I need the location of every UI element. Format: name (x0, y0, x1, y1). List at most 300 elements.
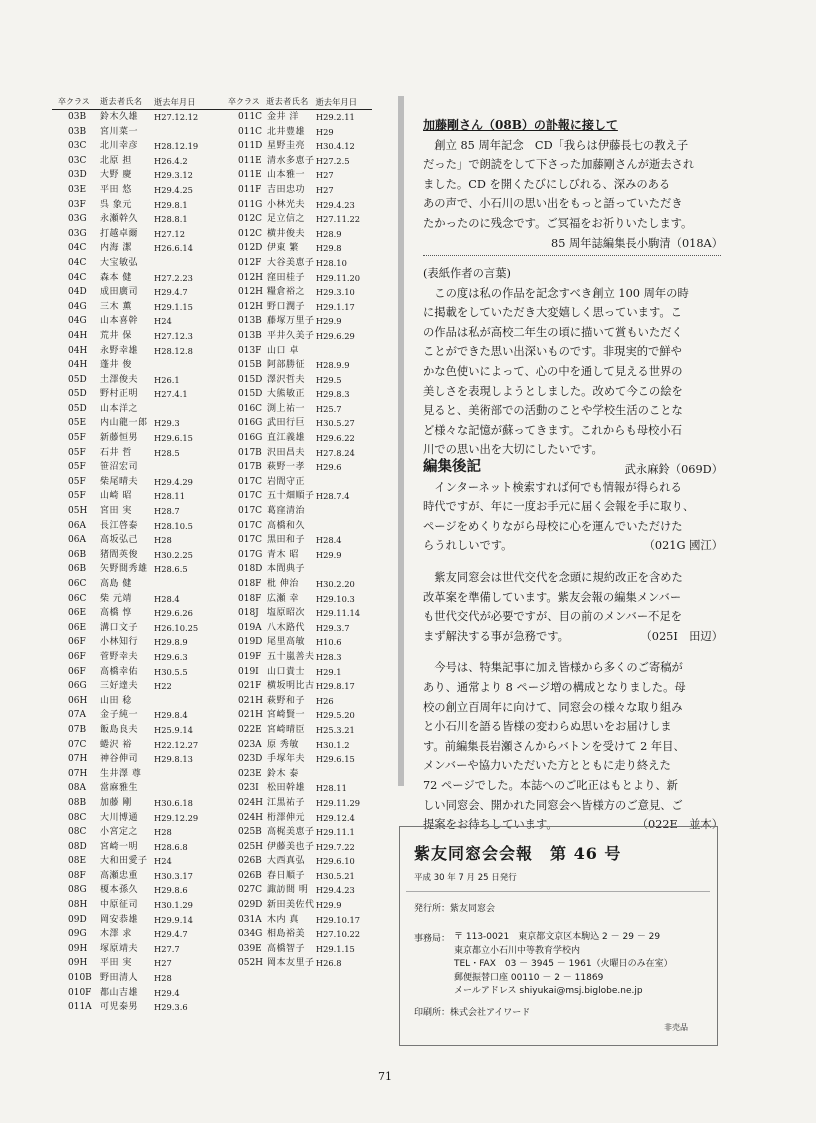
afterword-heading: 編集後記 (423, 459, 481, 475)
table-row (222, 694, 372, 709)
name-cell: 岡本友里子 (266, 958, 315, 969)
cover-signature: 武永麻鈴（069D） (624, 462, 723, 476)
class-cell: 03B (68, 112, 87, 122)
class-cell: 012F (238, 257, 262, 268)
date-cell (316, 562, 372, 577)
name-cell: 高橋幸佑 (100, 666, 139, 677)
decorative-bar (398, 96, 404, 786)
name-cell: 山本雅一 (266, 170, 305, 181)
header-class: 卒クラス (228, 97, 260, 106)
class-cell: 08C (68, 827, 87, 838)
table-row (222, 416, 372, 431)
name-cell: 大熊敏正 (266, 389, 305, 400)
text-line: 校の創立百周年に向けて、同窓会の様々な取り組み (423, 700, 683, 714)
colophon-printer: 印刷所：株式会社アイワード (414, 1008, 531, 1018)
date-cell: H28.6.8 (154, 841, 188, 852)
date-cell: H29.8.4 (154, 710, 188, 721)
name-cell: 宮田 実 (100, 506, 132, 517)
class-cell: 017C (238, 506, 263, 517)
table-row (52, 562, 222, 577)
date-cell: H29.8.9 (154, 637, 188, 648)
name-cell: 広瀬 幸 (266, 593, 299, 604)
class-cell: 06C (68, 579, 87, 589)
table-row (222, 927, 372, 942)
name-cell: 北井豊雄 (266, 126, 305, 137)
class-cell: 027C (238, 885, 263, 896)
date-cell: H26.4.2 (154, 155, 188, 166)
table-row (222, 387, 372, 402)
class-cell: 04C (68, 272, 87, 283)
table-row (52, 314, 222, 329)
class-cell: 08F (68, 870, 86, 881)
class-cell: 04H (68, 345, 88, 356)
table-row (222, 825, 372, 840)
date-cell: H28.10.5 (154, 520, 193, 531)
colophon-title: 紫友同窓会会報 第 46 号 (414, 844, 622, 863)
class-cell: 06A (68, 520, 86, 531)
table-row (222, 227, 372, 242)
name-cell: 足立信之 (266, 214, 305, 225)
name-cell: 本間典子 (266, 564, 305, 575)
table-row (52, 577, 222, 592)
table-row (52, 869, 222, 884)
class-cell: 018D (238, 564, 263, 575)
name-cell: 高橋 惇 (100, 608, 132, 619)
class-cell: 025H (238, 841, 264, 852)
name-cell: 高梶美恵子 (266, 827, 315, 838)
name-cell: 藤塚万里子 (266, 316, 315, 327)
header-date: 逝去年月日 (154, 97, 196, 107)
table-row (222, 913, 372, 928)
class-cell: 09G (68, 929, 87, 940)
table-row (52, 548, 222, 563)
class-cell: 034G (238, 929, 263, 940)
class-cell: 06F (68, 651, 86, 662)
class-cell: 05F (68, 491, 86, 502)
name-cell: 山本喜幹 (100, 316, 139, 327)
author-signature: （021G 國江） (643, 539, 723, 553)
class-cell: 010F (68, 987, 92, 998)
name-cell: 清水多恵子 (266, 155, 315, 166)
date-cell: H29.1.15 (315, 943, 355, 954)
class-cell: 015D (238, 374, 263, 385)
date-cell: H26.6.14 (154, 243, 193, 254)
text-line: あの声で、小石川の思い出をもっと語っていただき (423, 197, 683, 211)
table-row (52, 650, 222, 665)
date-cell: H29.1.17 (315, 301, 355, 312)
table-row (222, 373, 372, 388)
name-cell: 大宝敏弘 (100, 257, 139, 268)
class-cell: 06B (68, 564, 87, 575)
date-cell: H10.6 (315, 637, 342, 648)
table-row (52, 168, 222, 183)
class-cell: 018J (238, 608, 259, 619)
date-cell: H27.12.12 (154, 112, 199, 122)
class-cell: 06F (68, 637, 86, 648)
class-cell: 019I (238, 666, 259, 677)
date-cell: H25.9.14 (154, 724, 193, 735)
class-cell: 019A (238, 622, 262, 633)
date-cell: H29.4.23 (315, 199, 355, 210)
obituary-column-left (52, 96, 222, 1015)
table-row (222, 723, 372, 738)
date-cell: H29.8.17 (315, 681, 355, 692)
date-cell: H29.2.11 (315, 112, 355, 122)
class-cell: 05E (68, 418, 87, 429)
date-cell: H29.8 (315, 243, 342, 254)
table-row (52, 533, 222, 548)
date-cell (154, 781, 216, 796)
name-cell: 大川博通 (100, 812, 139, 823)
class-cell: 023D (238, 754, 263, 765)
table-row (52, 212, 222, 227)
colophon-office-label: 事務局： (414, 934, 451, 944)
table-row (222, 110, 372, 125)
date-cell (154, 256, 216, 271)
date-cell: H28.6.5 (154, 564, 188, 575)
class-cell: 015D (238, 389, 263, 400)
date-cell: H29.5.20 (315, 710, 355, 721)
class-cell: 04C (68, 243, 87, 254)
table-row (52, 504, 222, 519)
class-cell: 017B (238, 462, 262, 473)
table-row (52, 665, 222, 680)
name-cell: 神谷伸司 (100, 754, 139, 765)
class-cell: 05F (68, 476, 86, 487)
table-row (52, 986, 222, 1001)
class-cell: 03E (68, 184, 87, 195)
table-row (52, 446, 222, 461)
date-cell: H28 (154, 973, 172, 984)
name-cell: 成田廣司 (100, 287, 139, 298)
table-row (52, 373, 222, 388)
table-row (52, 489, 222, 504)
table-row (222, 767, 372, 782)
date-cell: H30.1.29 (154, 900, 193, 911)
table-row (52, 635, 222, 650)
name-cell: 伊東 繁 (266, 243, 299, 254)
table-row (222, 256, 372, 271)
table-row (222, 665, 372, 680)
table-row (52, 840, 222, 855)
text-line: の作品は私が高校二年生の頃に描いて賞もいただく (423, 325, 683, 339)
table-row (222, 475, 372, 490)
date-cell: H29.9 (315, 316, 342, 327)
name-cell: 高瀬忠重 (100, 870, 139, 881)
name-cell: 山田 稔 (100, 695, 132, 706)
name-cell: 宮崎一明 (100, 841, 139, 852)
date-cell (316, 767, 372, 782)
table-row (52, 825, 222, 840)
class-cell: 08D (68, 841, 87, 852)
name-cell: 宮川菜一 (100, 126, 139, 137)
date-cell (316, 504, 372, 519)
text-line: インターネット検索すれば何でも情報が得られる (434, 480, 682, 494)
table-row (222, 300, 372, 315)
date-cell: H26.8 (315, 958, 342, 969)
table-row (52, 460, 222, 475)
class-cell: 026B (238, 870, 262, 881)
date-cell: H29.12.4 (315, 812, 355, 823)
name-cell: 北原 担 (100, 155, 132, 166)
table-row (52, 110, 222, 125)
name-cell: 鈴木 泰 (266, 768, 299, 779)
date-cell: H28.7.4 (315, 491, 350, 502)
class-cell: 011G (238, 199, 263, 210)
date-cell: H26.1 (154, 374, 180, 385)
name-cell: 生井澤 尊 (100, 768, 142, 779)
name-cell: 沢田昌夫 (266, 447, 305, 458)
date-cell: H29.4.25 (154, 184, 193, 195)
class-cell: 021H (238, 710, 264, 721)
name-cell: 八木路代 (266, 622, 305, 633)
text-line: しい同窓会、開かれた同窓会へ皆様方のご意見、ご (423, 798, 683, 812)
date-cell (316, 475, 372, 490)
name-cell: 桁澤伸元 (266, 812, 305, 823)
name-cell: 黒田和子 (266, 535, 305, 546)
table-row (222, 650, 372, 665)
table-row (52, 300, 222, 315)
name-cell: 木内 真 (266, 914, 299, 925)
name-cell: 原 秀敏 (266, 739, 299, 750)
class-cell: 010B (68, 973, 92, 984)
date-cell: H28.4 (154, 593, 180, 604)
date-cell: H29.9 (315, 900, 342, 911)
name-cell: 萩野一孝 (266, 462, 305, 473)
table-row (52, 416, 222, 431)
class-cell: 011F (238, 184, 262, 195)
colophon-date: 平成 30 年 7 月 25 日発行 (414, 873, 517, 883)
date-cell: H27.12.3 (154, 330, 193, 341)
name-cell: 新藤恒男 (100, 433, 139, 444)
class-cell: 011E (238, 170, 262, 181)
name-cell: 塚原靖夫 (100, 943, 139, 954)
date-cell: H29.8.3 (315, 389, 350, 400)
cover-body (423, 284, 723, 460)
name-cell: 猪間英俊 (100, 549, 139, 560)
text-line: 見ると、美術部での活動のことや学校生活のことな (423, 404, 683, 418)
table-row (222, 621, 372, 636)
class-cell: 011E (238, 155, 262, 166)
class-cell: 05D (68, 403, 87, 414)
table-row (222, 504, 372, 519)
class-cell: 05D (68, 389, 87, 400)
name-cell: 木澤 求 (100, 929, 132, 940)
class-cell: 08E (68, 856, 87, 867)
table-row (222, 358, 372, 373)
colophon-box (399, 826, 718, 1046)
class-cell: 08C (68, 812, 87, 823)
date-cell: H30.1.2 (315, 739, 350, 750)
class-cell: 06G (68, 681, 87, 692)
afterword-paragraph-2 (423, 568, 723, 646)
class-cell: 012C (238, 228, 263, 239)
name-cell: 平井久美子 (266, 330, 315, 341)
table-row (52, 913, 222, 928)
name-cell: 糧倉裕之 (266, 287, 305, 298)
date-cell (154, 358, 216, 373)
text-line: 72 ページでした。本誌へのご叱正はもとより、新 (423, 778, 678, 792)
table-row (52, 227, 222, 242)
text-line: 東京都立小石川中等教育学校内 (454, 945, 581, 956)
table-row (222, 840, 372, 855)
date-cell: H29.6.15 (315, 754, 355, 765)
date-cell (316, 344, 372, 359)
text-line: と小石川を語る皆様の変わらぬ思いをお届けしま (423, 720, 672, 734)
name-cell: 江黒祐子 (266, 797, 305, 808)
name-cell: 小林知行 (100, 637, 139, 648)
table-row (52, 927, 222, 942)
date-cell: H27.2.5 (315, 155, 350, 166)
class-cell: 019F (238, 651, 262, 662)
name-cell: 枇 伸治 (266, 579, 299, 589)
class-cell: 029D (238, 900, 263, 911)
table-row (52, 956, 222, 971)
date-cell: H29.9.14 (154, 914, 193, 925)
date-cell: H22 (154, 681, 172, 692)
date-cell: H28.11 (315, 783, 347, 794)
class-cell: 06E (68, 608, 87, 619)
date-cell: H28.9 (315, 228, 342, 239)
class-cell: 012D (238, 243, 263, 254)
class-cell: 017C (238, 535, 263, 546)
name-cell: 諏訪間 明 (266, 885, 309, 896)
name-cell: 武田行巨 (266, 418, 305, 429)
table-row (52, 679, 222, 694)
table-row (52, 883, 222, 898)
name-cell: 野口潤子 (266, 301, 305, 312)
table-row (222, 139, 372, 154)
table-row (52, 402, 222, 417)
class-cell: 013B (238, 316, 262, 327)
date-cell: H29.8.1 (154, 199, 188, 210)
table-row (222, 460, 372, 475)
text-line: あり、通常より 8 ページ増の構成となりました。母 (423, 680, 686, 694)
date-cell: H30.4.12 (315, 141, 355, 152)
table-row (52, 154, 222, 169)
class-cell: 07C (68, 739, 87, 750)
date-cell: H29.6 (315, 462, 342, 473)
table-row (222, 431, 372, 446)
date-cell: H29.3.7 (315, 622, 350, 633)
class-cell: 06C (68, 593, 87, 604)
name-cell: 岡安恭雄 (100, 914, 139, 925)
table-row (52, 942, 222, 957)
date-cell: H29.11.1 (315, 827, 355, 838)
table-row (222, 489, 372, 504)
date-cell: H29.6.3 (154, 651, 188, 662)
date-cell: H29.8.13 (154, 754, 193, 765)
table-row (52, 592, 222, 607)
date-cell: H28.11 (154, 491, 185, 502)
notice-section (423, 116, 723, 253)
table-row (52, 1000, 222, 1015)
class-cell: 08G (68, 885, 87, 896)
date-cell: H29.4.7 (154, 929, 188, 940)
text-line: 創立 85 周年記念 CD「我らは伊藤長七の教え子 (434, 138, 689, 152)
name-cell: 平田 実 (100, 958, 132, 969)
text-line: 美しさを表現しようとしました。改めて今この絵を (423, 384, 683, 398)
text-line: たかったのに残念です。ご冥福をお祈りいたします。 (423, 216, 693, 230)
table-row (52, 241, 222, 256)
date-cell: H27 (154, 958, 172, 969)
name-cell: 山崎 昭 (100, 491, 132, 502)
header-name: 逝去者氏名 (266, 97, 309, 106)
class-cell: 015B (238, 360, 262, 371)
date-cell: H29.3.12 (154, 170, 193, 181)
name-cell: 春日順子 (266, 870, 305, 881)
name-cell: 宮崎賢一 (266, 710, 305, 721)
name-cell: 永野幸雄 (100, 345, 139, 356)
class-cell: 09H (68, 958, 88, 969)
class-cell: 07B (68, 724, 87, 735)
name-cell: 尾里高敏 (266, 637, 305, 648)
date-cell: H28.12.8 (154, 345, 193, 356)
name-cell: 高橋和久 (266, 520, 305, 531)
table-row (52, 811, 222, 826)
date-cell: H29.10.3 (315, 593, 355, 604)
date-cell: H29.5 (315, 374, 342, 385)
table-row (222, 796, 372, 811)
table-row (222, 635, 372, 650)
class-cell: 012H (238, 301, 264, 312)
name-cell: 宮崎晴臣 (266, 724, 305, 735)
name-cell: 平田 悠 (100, 184, 132, 195)
divider (406, 891, 710, 892)
date-cell (154, 460, 216, 475)
text-line: TEL・FAX 03 － 3945 － 1961（火曜日のみ在室） (454, 959, 673, 970)
date-cell: H29.12.29 (154, 812, 199, 823)
date-cell: H27.2.23 (154, 272, 193, 283)
name-cell: 野田清人 (100, 973, 139, 984)
class-cell: 016G (238, 418, 263, 429)
name-cell: 飯島良夫 (100, 724, 139, 735)
class-cell: 026B (238, 856, 262, 867)
class-cell: 04G (68, 316, 87, 327)
text-line: 改革案を準備しています。紫友会報の編集メンバー (423, 590, 682, 604)
name-cell: 岩間守正 (266, 476, 305, 487)
date-cell: H30.5.21 (315, 870, 355, 881)
name-cell: 阿部勝征 (266, 360, 305, 371)
table-row (52, 285, 222, 300)
date-cell: H30.2.20 (315, 579, 355, 589)
class-cell: 08H (68, 900, 88, 911)
table-row (52, 767, 222, 782)
name-cell: 北川幸彦 (100, 141, 139, 152)
class-cell: 012C (238, 214, 263, 225)
table-row (52, 752, 222, 767)
date-cell: H27.4.1 (154, 389, 188, 400)
header-class: 卒クラス (58, 97, 90, 106)
text-line: ました。CD を開くたびにしびれる、深みのある (423, 177, 671, 191)
table-row (52, 519, 222, 534)
class-cell: 031A (238, 914, 262, 925)
class-cell: 06H (68, 695, 88, 706)
table-row (222, 402, 372, 417)
date-cell: H28.9.9 (315, 360, 350, 371)
date-cell: H29.3.10 (315, 287, 355, 298)
name-cell: 相島裕美 (266, 929, 305, 940)
name-cell: 金井 洋 (266, 112, 299, 122)
class-cell: 017G (238, 549, 263, 560)
name-cell: 菅野幸夫 (100, 651, 139, 662)
name-cell: 横井俊夫 (266, 228, 305, 239)
name-cell: 當麻雅生 (100, 783, 139, 794)
name-cell: 柴 元靖 (100, 593, 132, 604)
date-cell (154, 577, 216, 592)
class-cell: 011C (238, 126, 263, 137)
notice-heading: 加藤剛さん（08B）の訃報に接して (423, 118, 618, 132)
